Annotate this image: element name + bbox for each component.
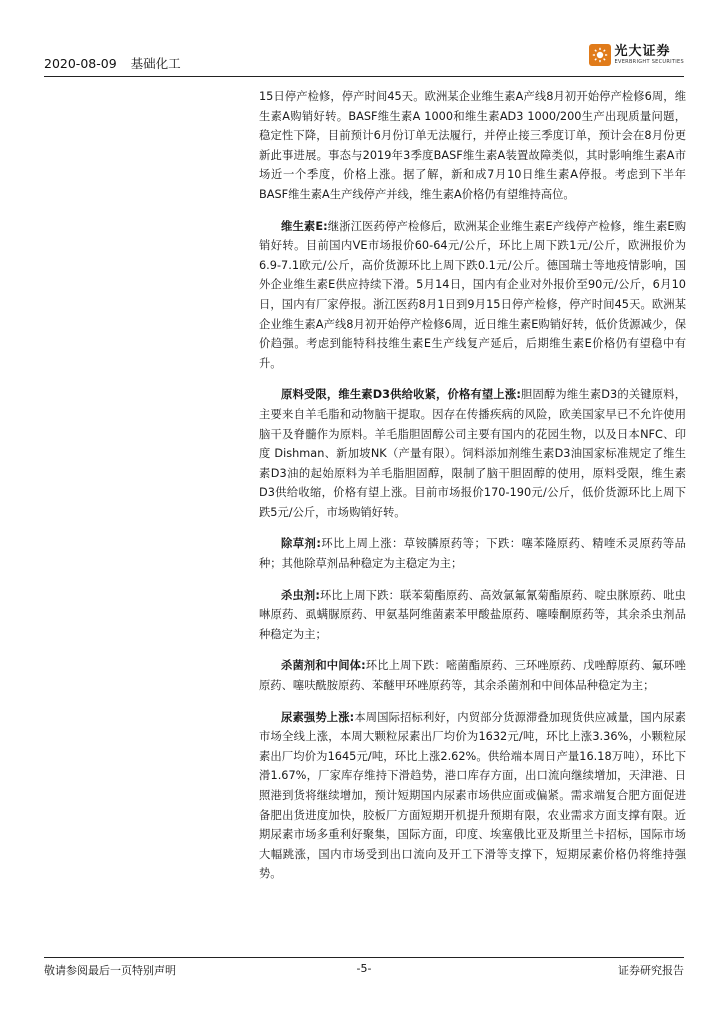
paragraph-text: 15日停产检修，停产时间45天。欧洲某企业维生素A产线8月初开始停产检修6周，维生素A购销好转。BASF维生素A 1000和维生素AD3 1000/200生产出现质量问题，稳定性下降，目前预计6月份订单无法履行，并停止接三季度订单，预计会在8月份更新此事进展。事态与2019年3季度BASF维生素A装置故障类似，其时影响维生素A市场近一个季度，价格上涨。据了解，新和成7月10日维生素A停报。考虑到下半年BASF维生素A生产线停产并线，维生素A价格仍有望维持高位。 [259,90,686,201]
paragraph-heading: 维生素E: [281,219,328,233]
paragraph-vitamin-e [259,217,686,374]
paragraph-text: 继浙江医药停产检修后，欧洲某企业维生素E产线停产检修，维生素E购销好转。目前国内VE市场报价60-64元/公斤，环比上周下跌1元/公斤，欧洲报价为6.9-7.1欧元/公斤，高价货源环比上周下跌0.1元/公斤。德国瑞士等地疫情影响，国外企业维生素E供应持续下滑。5月14日，国内有企业对外报价至90元/公斤，6月10日，国内有厂家停报。浙江医药8月1日到9月15日停产检修，停产时间45天。欧洲某企业维生素A产线8月初开始停产检修6周，近日维生素E购销好转，低价货源减少，保价趋强。考虑到能特科技维生素E生产线复产延后，后期维生素E价格仍有望稳中有升。 [259,219,686,370]
paragraph-text: 胆固醇为维生素D3的关键原料，主要来自羊毛脂和动物脑干提取。因存在传播疾病的风险，欧美国家早已不允许使用脑干及脊髓作为原料。羊毛脂胆固醇公司主要有国内的花园生物，以及日本NFC、印度 Dishman、新加坡NK（产量有限）。饲料添加剂维生素D3油国家标准规定了维生素D3油的起始原料为羊毛脂胆固醇，限制了脑干胆固醇的使用，原料受限，维生素D3供给收缩，价格有望上涨。目前市场报价170-190元/公斤，低价货源环比上周下跌5元/公斤，市场购销好转。 [259,388,686,519]
paragraph-vitamin-d3 [259,385,686,522]
paragraph-heading: 杀菌剂和中间体: [281,659,366,673]
paragraph-heading: 杀虫剂: [281,588,320,602]
report-date: 2020-08-09 [44,56,117,71]
paragraph-text: 环比上周下跌：联苯菊酯原药、高效氯氟氰菊酯原药、啶虫脒原药、吡虫啉原药、虱螨脲原药、甲氨基阿维菌素苯甲酸盐原药、噻嗪酮原药等，其余杀虫剂品种稳定为主； [259,588,686,641]
paragraph-text: 环比上周上涨：草铵膦原药等；下跌：噻苯隆原药、精喹禾灵原药等品种；其他除草剂品种稳定为主稳定为主； [259,537,686,571]
paragraph-heading: 除草剂: [281,537,321,551]
page-footer [44,962,684,978]
logo-sun-icon [589,44,611,66]
paragraph-text: 本周国际招标利好，内贸部分货源滞叠加现货供应减量，国内尿素市场全线上涨，本周大颗粒尿素出厂均价为1632元/吨，环比上涨3.36%，小颗粒尿素出厂均价为1645元/吨，环比上涨2.62%。供给端本周日产量16.18万吨），环比下滑1.67%，厂家库存维持下滑趋势，港口库存方面，出口流向继续增加，天津港、日照港到货将继续增加，预计短期国内尿素市场供应面或偏紧。需求端复合肥方面促进备肥出货进度加快，胶板厂方面短期开机提升预期有限，农业需求方面支撑有限。近期尿素市场多重利好聚集，国际方面，印度、埃塞俄比亚及斯里兰卡招标，国际市场大幅跳涨，国内市场受到出口流向及开工下滑等支撑下，短期尿素价格仍将维持强势。 [259,710,686,881]
paragraph-herbicide [259,534,686,573]
footer-disclaimer: 敬请参阅最后一页特别声明 [44,964,176,977]
header-divider [44,76,684,77]
paragraph-vitamin-a [259,87,686,205]
footer-divider [44,957,684,958]
page-number: -5- [356,962,372,975]
paragraph-urea [259,708,686,884]
header-meta [44,54,191,72]
logo-chinese-name: 光大证券 [614,44,671,59]
report-body [259,87,686,896]
page-header [44,44,684,72]
report-category: 基础化工 [130,56,181,71]
paragraph-heading: 尿素强势上涨: [281,710,355,724]
paragraph-text: 环比上周下跌：嘧菌酯原药、三环唑原药、戊唑醇原药、氟环唑原药、噻呋酰胺原药、苯醚甲环唑原药等，其余杀菌剂和中间体品种稳定为主； [259,659,686,693]
paragraph-heading: 原料受限，维生素D3供给收紧，价格有望上涨: [281,388,521,402]
paragraph-fungicide [259,656,686,695]
logo-english-name: EVERBRIGHT SECURITIES [614,59,684,65]
footer-doc-type: 证券研究报告 [618,964,684,977]
company-logo [589,44,684,66]
paragraph-insecticide [259,586,686,645]
